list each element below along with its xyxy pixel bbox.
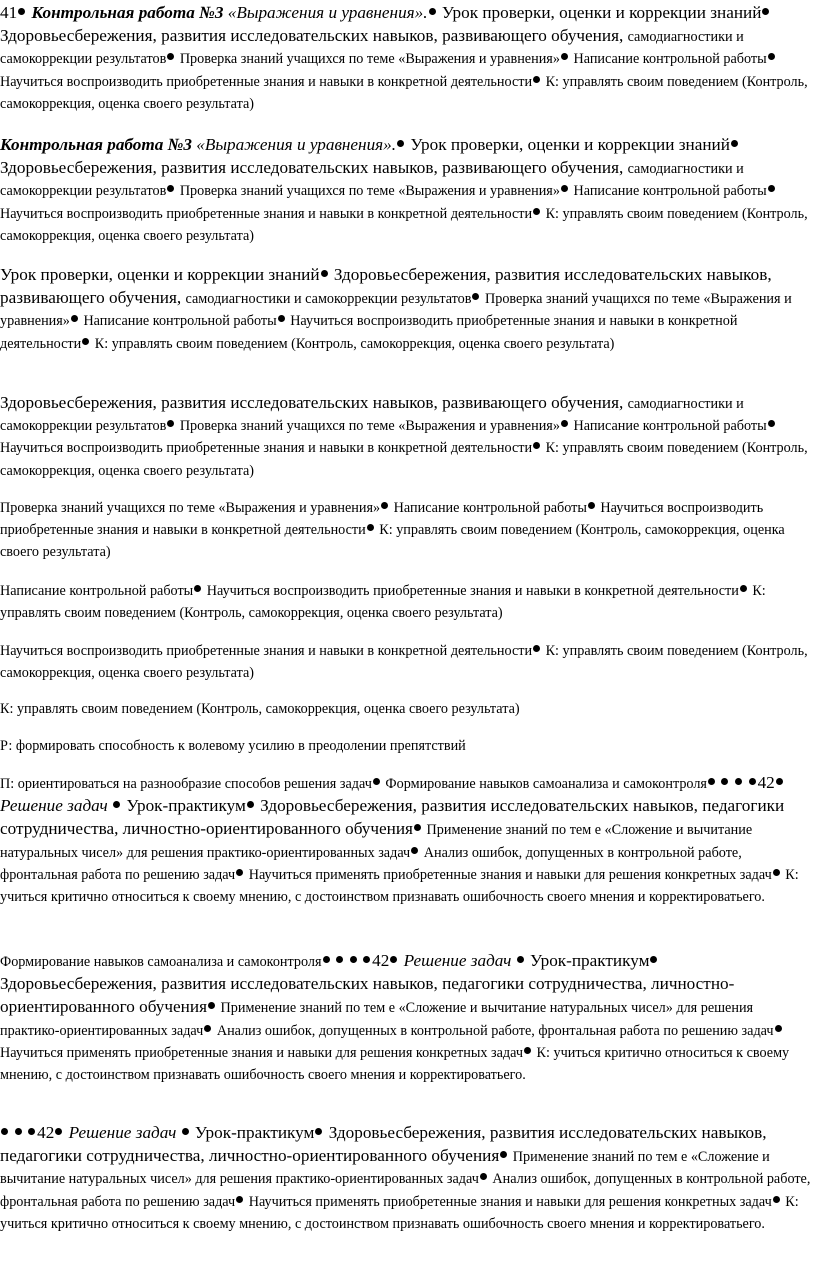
bullet-icon: [588, 502, 595, 509]
bullet-icon: [721, 778, 728, 785]
text-run: Научиться воспроизводить приобретенные знания и навыки в конкретной деятельности: [0, 73, 533, 90]
bullet-icon: [182, 1128, 189, 1135]
text-run: [717, 776, 721, 792]
text-run: [730, 776, 734, 792]
text-run: Научиться воспроизводить приобретенные знания и навыки в конкретной деятельности: [0, 313, 738, 352]
bullet-icon: [768, 53, 775, 60]
text-run: Урок проверки, оценки и коррекции знаний: [406, 135, 730, 154]
bullet-icon: [363, 956, 370, 963]
text-run: Здоровьесбережения, развития исследовательских навыков, педагогики сотрудничества, личностно-ориентированного обучения: [0, 974, 735, 1017]
bullet-icon: [480, 1173, 487, 1180]
paragraph-10: [0, 772, 814, 908]
bullet-icon: [236, 869, 243, 876]
text-run: Урок-практикум: [122, 796, 246, 816]
text-run: «Выражения и уравнения».: [196, 135, 397, 154]
text-run: К: управлять своим поведением (Контроль, самокоррекция, оценка своего результата): [0, 440, 808, 479]
text-run: Анализ ошибок, допущенных в контрольной работе, фронтальная работа по решению задач: [0, 1171, 811, 1210]
text-run: Научиться воспроизводить приобретенные знания и навыки в конкретной деятельности: [0, 500, 764, 539]
bullet-icon: [773, 869, 780, 876]
text-run: Научиться воспроизводить приобретенные знания и навыки в конкретной деятельности: [203, 583, 739, 599]
text-run: 41: [0, 3, 18, 22]
text-run: Проверка знаний учащихся по теме «Выражения и уравнения»: [176, 183, 560, 200]
bullet-icon: [367, 524, 374, 531]
text-run: Здоровьесбережения, развития исследовательских навыков, педагогики сотрудничества, личностно-ориентированного обучения: [0, 796, 785, 839]
text-run: К: управлять своим поведением (Контроль, самокоррекция, оценка своего результата): [91, 335, 615, 352]
bullet-icon: [429, 8, 436, 15]
bullet-icon: [533, 442, 540, 449]
text-run: [332, 954, 336, 970]
text-run: Здоровьесбережения, развития исследовательских навыков, развивающего обучения,: [0, 26, 628, 46]
text-run: [345, 954, 349, 970]
bullet-icon: [740, 585, 747, 592]
text-run: Применение знаний по тем е «Сложение и вычитание натуральных чисел» для решения практико-ориентированных задач: [0, 822, 753, 861]
text-run: 42: [37, 1123, 55, 1142]
bullet-icon: [315, 1128, 322, 1135]
bullet-icon: [561, 185, 568, 192]
text-run: Проверка знаний учащихся по теме «Выражения и уравнения»: [0, 291, 792, 330]
bullet-icon: [236, 1196, 243, 1203]
bullet-icon: [773, 1196, 780, 1203]
bullet-icon: [15, 1128, 22, 1135]
text-run: П: ориентироваться на разнообразие способов решения задач: [0, 776, 372, 792]
bullet-icon: [194, 585, 201, 592]
text-run: Решение задач: [399, 951, 516, 970]
text-run: Здоровьесбережения, развития исследовательских навыков, педагогики сотрудничества, личностно-ориентированного обучения: [0, 1123, 767, 1166]
text-run: 42: [757, 773, 775, 792]
bullet-icon: [336, 956, 343, 963]
paragraph-5: [0, 497, 814, 564]
text-run: К: управлять своим поведением (Контроль, самокоррекция, оценка своего результата): [0, 583, 766, 622]
text-run: Решение задач: [64, 1123, 181, 1142]
text-run: [744, 776, 748, 792]
bullet-icon: [472, 293, 479, 300]
text-run: К: управлять своим поведением (Контроль, самокоррекция, оценка своего результата): [0, 701, 520, 717]
bullet-icon: [414, 824, 421, 831]
text-run: Урок-практикум: [525, 951, 650, 970]
text-run: Урок-практикум: [190, 1123, 315, 1142]
text-run: Анализ ошибок, допущенных в контрольной работе, фронтальная работа по решению задач: [0, 844, 742, 883]
text-run: 42: [372, 951, 390, 970]
paragraph-7: [0, 640, 814, 684]
text-run: К: учиться критично относиться к своему мнению, с достоинством признавать ошибочность своего мнения и корректироватьего.: [0, 866, 799, 906]
bullet-icon: [533, 208, 540, 215]
text-run: самодиагностики и самокоррекции результатов: [185, 291, 472, 308]
paragraph-9: [0, 735, 814, 757]
text-run: Написание контрольной работы: [569, 51, 767, 68]
bullet-icon: [533, 645, 540, 652]
bullet-icon: [278, 315, 285, 322]
bullet-icon: [167, 420, 174, 427]
text-run: Написание контрольной работы: [390, 500, 587, 516]
bullet-icon: [204, 1025, 211, 1032]
bullet-icon: [411, 847, 418, 854]
text-run: К: управлять своим поведением (Контроль, самокоррекция, оценка своего результата): [0, 205, 808, 244]
text-run: [359, 954, 363, 970]
text-run: Решение задач: [0, 796, 113, 816]
paragraph-4: [0, 392, 814, 482]
bullet-icon: [517, 956, 524, 963]
bullet-icon: [323, 956, 330, 963]
bullet-icon: [71, 315, 78, 322]
text-run: «Выражения и уравнения».: [227, 3, 428, 22]
text-run: Проверка знаний учащихся по теме «Выражения и уравнения»: [176, 418, 560, 435]
paragraph-12: [0, 1122, 814, 1235]
bullet-icon: [775, 1025, 782, 1032]
bullet-icon: [731, 140, 738, 147]
bullet-icon: [561, 420, 568, 427]
bullet-icon: [167, 53, 174, 60]
bullet-icon: [500, 1151, 507, 1158]
text-run: Формирование навыков самоанализа и самоконтроля: [381, 776, 707, 792]
paragraph-8: [0, 698, 814, 720]
text-run: Проверка знаний учащихся по теме «Выражения и уравнения»: [176, 51, 560, 68]
paragraph-11: [0, 950, 814, 1086]
bullet-icon: [113, 801, 120, 808]
text-run: Здоровьесбережения, развития исследовательских навыков, развивающего обучения,: [0, 158, 628, 178]
bullet-icon: [776, 778, 783, 785]
bullet-icon: [208, 1002, 215, 1009]
text-run: самодиагностики и самокоррекции результатов: [0, 29, 744, 68]
text-run: Контрольная работа №3: [0, 135, 197, 154]
bullet-icon: [28, 1128, 35, 1135]
bullet-icon: [397, 140, 404, 147]
bullet-icon: [524, 1047, 531, 1054]
text-run: Написание контрольной работы: [0, 583, 194, 599]
bullet-icon: [650, 956, 657, 963]
paragraph-2: [0, 134, 814, 247]
text-run: Проверка знаний учащихся по теме «Выражения и уравнения»: [0, 500, 381, 516]
bullet-icon: [350, 956, 357, 963]
bullet-icon: [708, 778, 715, 785]
text-run: Применение знаний по тем е «Сложение и вычитание натуральных чисел» для решения практико-ориентированных задач: [0, 1149, 770, 1188]
text-run: Научиться воспроизводить приобретенные знания и навыки в конкретной деятельности: [0, 440, 533, 457]
bullet-icon: [762, 8, 769, 15]
bullet-icon: [735, 778, 742, 785]
text-run: самодиагностики и самокоррекции результатов: [0, 396, 744, 435]
bullet-icon: [768, 420, 775, 427]
text-run: Написание контрольной работы: [569, 418, 767, 435]
text-run: Анализ ошибок, допущенных в контрольной работе, фронтальная работа по решению задач: [213, 1022, 774, 1039]
bullet-icon: [533, 76, 540, 83]
bullet-icon: [1, 1128, 8, 1135]
text-run: Научиться воспроизводить приобретенные знания и навыки в конкретной деятельности: [0, 643, 533, 659]
text-run: Научиться применять приобретенные знания и навыки для решения конкретных задач: [245, 866, 772, 883]
bullet-icon: [167, 185, 174, 192]
text-run: Написание контрольной работы: [79, 313, 277, 330]
bullet-icon: [749, 778, 756, 785]
text-run: Здоровьесбережения, развития исследовательских навыков, развивающего обучения,: [0, 393, 628, 412]
bullet-icon: [381, 502, 388, 509]
bullet-icon: [390, 956, 397, 963]
bullet-icon: [373, 778, 380, 785]
text-run: Научиться применять приобретенные знания и навыки для решения конкретных задач: [0, 1044, 523, 1061]
text-run: Р: формировать способность к волевому усилию в преодолении препятствий: [0, 738, 466, 754]
text-run: К: учиться критично относиться к своему мнению, с достоинством признавать ошибочность своего мнения и корректироватьего.: [0, 1193, 799, 1232]
text-run: К: управлять своим поведением (Контроль, самокоррекция, оценка своего результата): [0, 522, 785, 561]
text-run: Здоровьесбережения, развития исследовательских навыков, развивающего обучения,: [0, 265, 772, 308]
bullet-icon: [82, 338, 89, 345]
text-run: Научиться применять приобретенные знания и навыки для решения конкретных задач: [245, 1193, 772, 1210]
text-run: Применение знаний по тем е «Сложение и вычитание натуральных чисел» для решения практико-ориентированных задач: [0, 1000, 754, 1039]
text-run: Научиться воспроизводить приобретенные знания и навыки в конкретной деятельности: [0, 205, 533, 222]
paragraph-3: [0, 264, 814, 355]
bullet-icon: [247, 801, 254, 808]
paragraph-6: [0, 580, 814, 624]
text-run: Урок проверки, оценки и коррекции знаний: [437, 3, 762, 22]
text-run: самодиагностики и самокоррекции результатов: [0, 161, 744, 200]
text-run: [10, 1126, 14, 1142]
text-run: К: учиться критично относиться к своему мнению, с достоинством признавать ошибочность своего мнения и корректироватьего.: [0, 1044, 790, 1084]
text-run: Написание контрольной работы: [569, 183, 767, 200]
text-run: Контрольная работа №3: [27, 3, 228, 22]
bullet-icon: [561, 53, 568, 60]
paragraph-1: [0, 2, 814, 115]
bullet-icon: [55, 1128, 62, 1135]
text-run: К: управлять своим поведением (Контроль, самокоррекция, оценка своего результата): [0, 73, 808, 112]
text-run: Урок проверки, оценки и коррекции знаний: [0, 265, 320, 284]
text-run: К: управлять своим поведением (Контроль, самокоррекция, оценка своего результата): [0, 643, 808, 682]
bullet-icon: [768, 185, 775, 192]
text-run: Формирование навыков самоанализа и самоконтроля: [0, 954, 322, 970]
bullet-icon: [321, 270, 328, 277]
bullet-icon: [18, 8, 25, 15]
text-run: [24, 1126, 28, 1142]
